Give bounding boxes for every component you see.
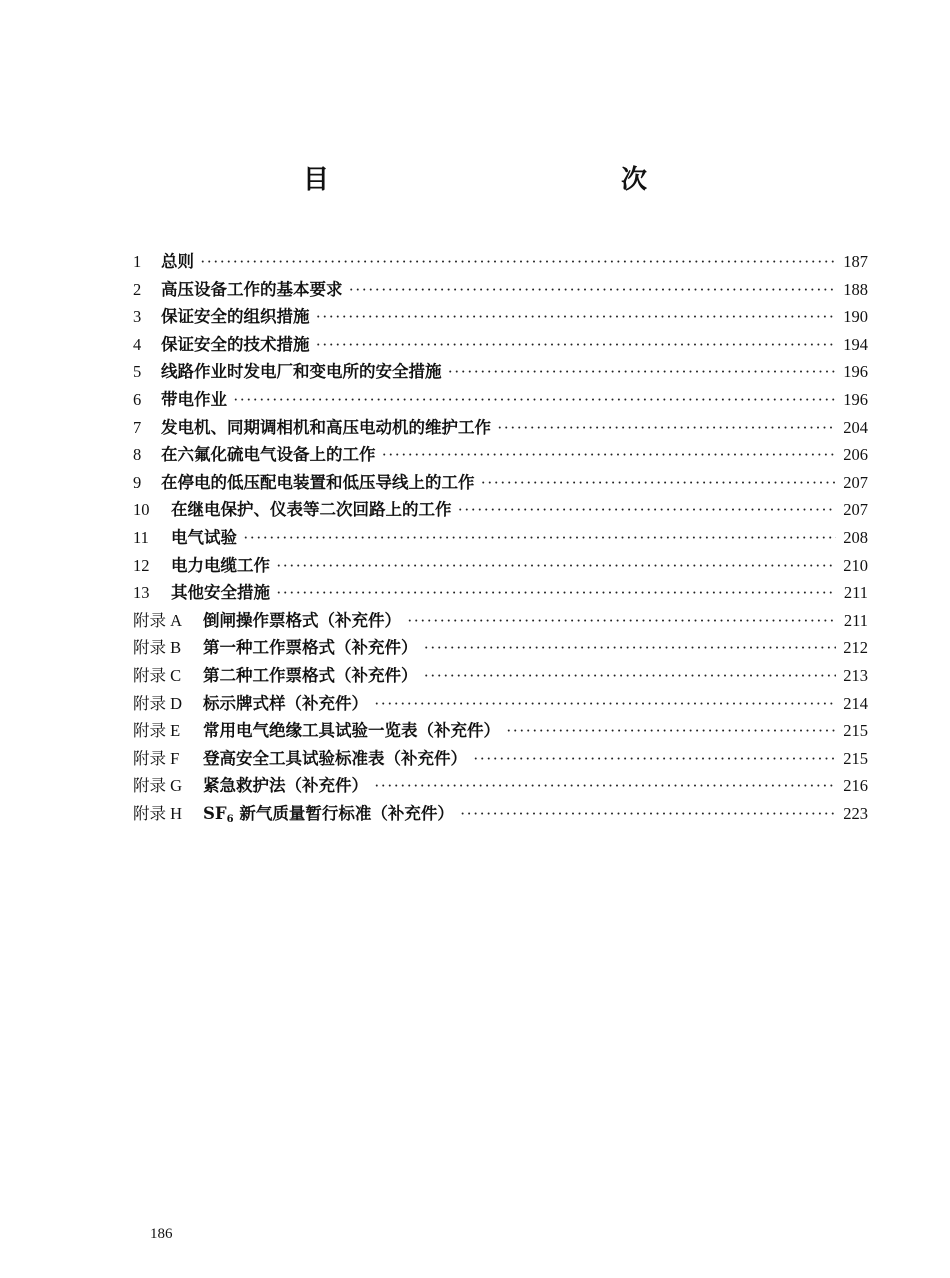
toc-entry-page: 190: [843, 307, 868, 327]
toc-entry-number: 附录 F: [133, 748, 180, 768]
toc-entry-number: 12: [133, 555, 150, 575]
toc-entry-title: 发电机、同期调相机和高压电动机的维护工作: [161, 417, 491, 437]
toc-dot-leader: [200, 248, 836, 276]
toc-entry-page: 214: [843, 693, 868, 713]
toc-entry-4[interactable]: [133, 331, 868, 359]
toc-entry-number: 8: [133, 445, 142, 465]
toc-entry-title: 其他安全措施: [171, 583, 270, 603]
toc-entry-number: 4: [133, 334, 142, 354]
toc-entry-9[interactable]: [133, 469, 868, 497]
toc-dot-leader: [506, 717, 836, 745]
toc-entry-number: 3: [133, 307, 142, 327]
toc-entry-page: 207: [843, 472, 868, 492]
toc-entry-title: 常用电气绝缘工具试验一览表（补充件）: [203, 721, 500, 741]
toc-entry-13[interactable]: [133, 579, 868, 607]
toc-entry-title: 紧急救护法（补充件）: [203, 776, 368, 796]
toc-entry-6[interactable]: [133, 386, 868, 414]
toc-entry-page: 196: [843, 362, 868, 382]
toc-entry-appendix-e[interactable]: [133, 717, 868, 745]
toc-entry-appendix-f[interactable]: [133, 745, 868, 773]
page-title: 目 次: [302, 165, 727, 195]
toc-entry-page: 216: [843, 776, 868, 796]
toc-entry-number: 附录 G: [133, 776, 183, 796]
toc-entry-title: 线路作业时发电厂和变电所的安全措施: [161, 362, 442, 382]
toc-entry-7[interactable]: [133, 414, 868, 442]
toc-entry-number: 7: [133, 417, 142, 437]
toc-entry-appendix-g[interactable]: [133, 772, 868, 800]
toc-dot-leader: [481, 469, 837, 497]
toc-entry-page: 204: [843, 417, 868, 437]
toc-entry-title: 第二种工作票格式（补充件）: [203, 665, 418, 685]
toc-dot-leader: [374, 772, 836, 800]
toc-entry-page: 212: [843, 638, 868, 658]
toc-entry-8[interactable]: [133, 441, 868, 469]
toc-dot-leader: [316, 331, 837, 359]
toc-entry-title-subscript: 6: [226, 813, 234, 825]
toc-entry-11[interactable]: [133, 524, 868, 552]
toc-dot-leader: [458, 496, 837, 524]
toc-entry-page: 188: [843, 279, 868, 299]
toc-dot-leader: [276, 579, 836, 607]
toc-entry-page: 187: [843, 252, 868, 271]
toc-dot-leader: [374, 690, 836, 718]
toc-entry-12[interactable]: [133, 552, 868, 580]
toc-dot-leader: [448, 358, 837, 386]
toc-entry-number: 附录 B: [133, 638, 182, 658]
toc-dot-leader: [276, 552, 836, 580]
toc-entry-appendix-d[interactable]: [133, 690, 868, 718]
toc-entry-title: 高压设备工作的基本要求: [161, 279, 343, 299]
toc-entry-page: 213: [843, 665, 868, 685]
toc-entry-title: 在六氟化硫电气设备上的工作: [161, 445, 376, 465]
toc-entry-number: 附录 C: [133, 665, 182, 685]
toc-entry-page: 223: [843, 803, 868, 823]
toc-entry-appendix-b[interactable]: [133, 634, 868, 662]
toc-entry-page: 194: [843, 334, 868, 354]
toc-entry-number: 1: [133, 252, 142, 271]
toc-entry-page: 207: [843, 500, 868, 520]
toc-entry-1[interactable]: [133, 248, 868, 276]
toc-entry-title: 电力电缆工作: [171, 555, 270, 575]
toc-entry-number: 附录 A: [133, 610, 183, 630]
toc-dot-leader: [424, 634, 837, 662]
toc-entry-page: 196: [843, 389, 868, 409]
toc-dot-leader: [424, 662, 837, 690]
toc-entry-title: 第一种工作票格式（补充件）: [203, 638, 418, 658]
table-of-contents: [133, 248, 868, 827]
toc-entry-page: 215: [843, 721, 868, 741]
toc-entry-number: 附录 H: [133, 803, 183, 823]
toc-entry-number: 13: [133, 583, 150, 603]
toc-entry-appendix-c[interactable]: [133, 662, 868, 690]
toc-entry-title: 标示牌式样（补充件）: [203, 693, 368, 713]
toc-entry-appendix-h[interactable]: [133, 800, 868, 828]
toc-entry-title-suffix: 新气质量暂行标准（补充件）: [233, 803, 454, 823]
toc-entry-2[interactable]: [133, 276, 868, 304]
page-number: 186: [150, 1226, 173, 1242]
toc-entry-number: 10: [133, 500, 150, 520]
toc-dot-leader: [349, 276, 837, 304]
toc-entry-title: 电气试验: [171, 527, 237, 547]
toc-dot-leader: [497, 414, 836, 442]
toc-entry-title: [203, 800, 454, 834]
toc-entry-number: 5: [133, 362, 142, 382]
toc-entry-number: 9: [133, 472, 142, 492]
toc-entry-title: 在停电的低压配电装置和低压导线上的工作: [161, 472, 475, 492]
toc-entry-title: 倒闸操作票格式（补充件）: [203, 610, 401, 630]
toc-entry-title: 登高安全工具试验标准表（补充件）: [203, 748, 467, 768]
toc-entry-page: 206: [843, 445, 868, 465]
toc-dot-leader: [233, 386, 836, 414]
toc-dot-leader: [473, 745, 836, 773]
toc-entry-title: 带电作业: [161, 389, 227, 409]
toc-entry-page: 210: [843, 555, 868, 575]
toc-entry-page: 211: [843, 583, 868, 603]
toc-entry-appendix-a[interactable]: [133, 607, 868, 635]
toc-entry-number: 2: [133, 279, 142, 299]
toc-entry-number: 附录 D: [133, 693, 183, 713]
toc-entry-title: 保证安全的组织措施: [161, 307, 310, 327]
toc-entry-5[interactable]: [133, 358, 868, 386]
toc-dot-leader: [316, 303, 837, 331]
toc-entry-title-prefix: SF: [203, 803, 227, 823]
toc-dot-leader: [460, 800, 836, 828]
toc-entry-number: 11: [133, 527, 149, 547]
toc-entry-number: 6: [133, 389, 142, 409]
toc-entry-page: 215: [843, 748, 868, 768]
toc-dot-leader: [382, 441, 837, 469]
toc-entry-10[interactable]: [133, 496, 868, 524]
toc-entry-number: 附录 E: [133, 721, 181, 741]
toc-entry-title: 总则: [161, 252, 194, 271]
toc-entry-page: 208: [843, 527, 868, 547]
toc-dot-leader: [407, 607, 836, 635]
toc-entry-3[interactable]: [133, 303, 868, 331]
toc-entry-title: 在继电保护、仪表等二次回路上的工作: [171, 500, 452, 520]
toc-entry-title: 保证安全的技术措施: [161, 334, 310, 354]
toc-entry-page: 211: [843, 610, 868, 630]
toc-dot-leader: [243, 524, 836, 552]
